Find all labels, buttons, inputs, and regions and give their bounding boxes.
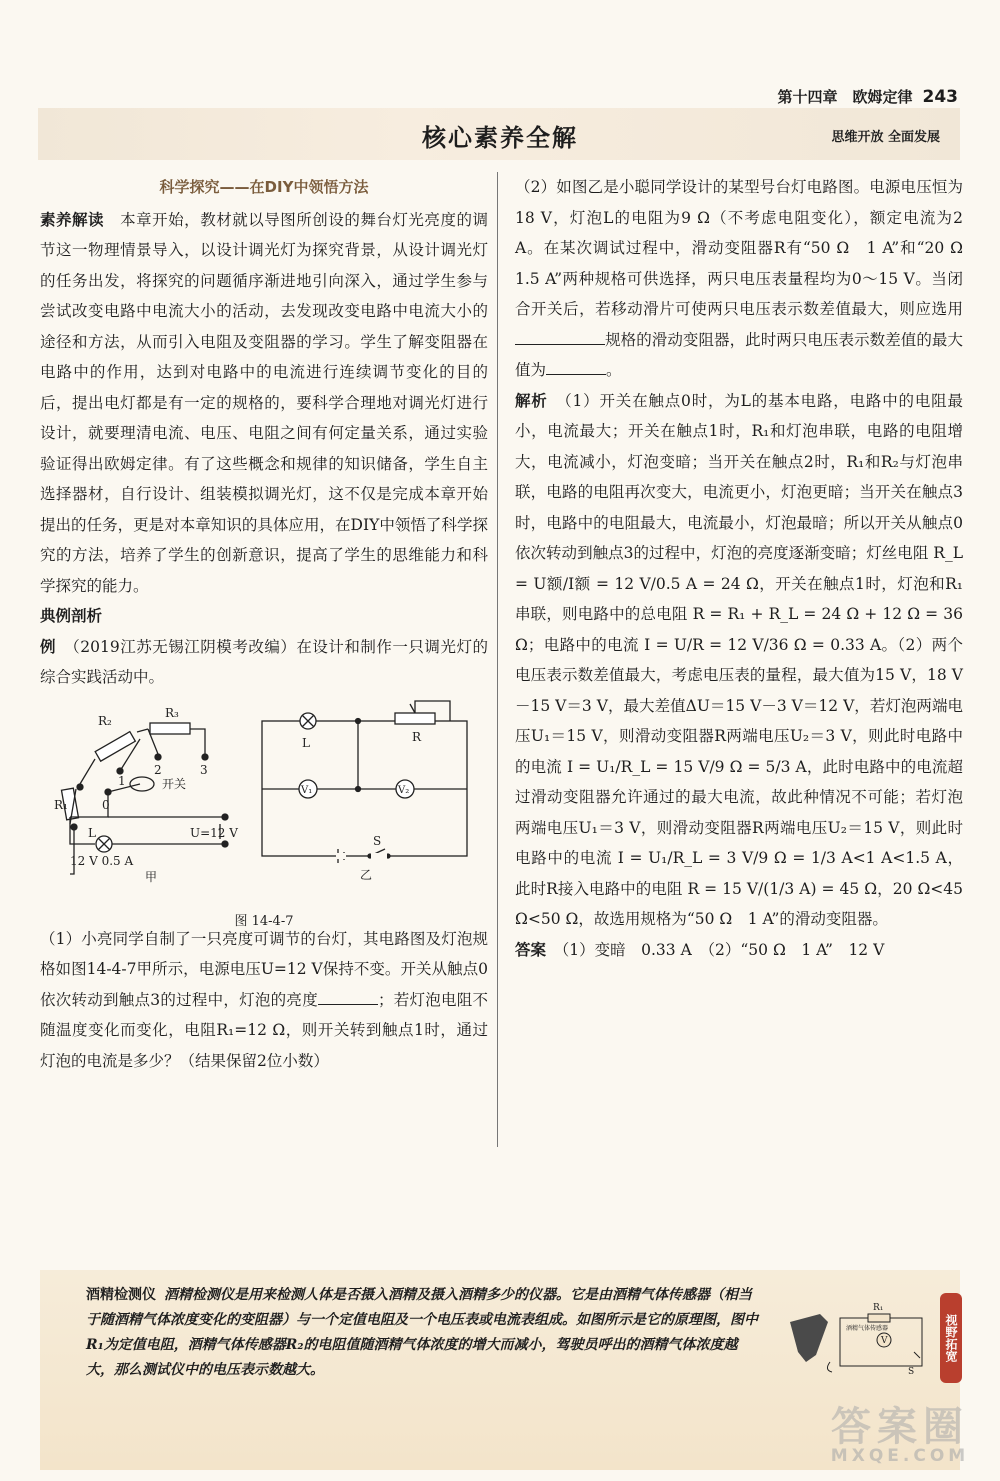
example-text: 在设计和制作一只调光灯的综合实践活动中。 xyxy=(40,637,488,686)
circuit-jia-diagram xyxy=(40,699,488,904)
label-p3: 3 xyxy=(200,762,208,777)
label-lamp: L xyxy=(88,825,96,840)
side-tab-badge: 视野拓宽 xyxy=(940,1293,962,1383)
analysis-part-1: （1）开关在触点0时，为L的基本电路，电路中的电阻最小，电流最大；开关在触点1时，R₁和灯泡串联，电路的电阻增大，电流减小，灯泡变暗；当开关在触点2时，R₁和R₂与灯泡串联，电路的电阻再次变大，电流更小，灯泡更暗；当开关在触点3时，电路中的电阻最大，电流最小，灯泡最暗；所以开关从触点0依次转动到触点3的过程中，灯泡的亮度逐渐变暗；灯丝电阻 R_L = U额/I额 = 12 V/0.5 A = 24 Ω，开关在触点1时，灯泡和R₁串联，则电路中的总电阻 R = R₁ + R_L = 24 Ω + 12 Ω = 36 Ω；电路中的电流 I = U/R = 12 V/36 Ω = 0.33 A。 xyxy=(515,391,963,654)
example-intro xyxy=(40,632,488,693)
question-2-part-c: 。 xyxy=(606,361,622,379)
label-p1: 1 xyxy=(118,773,126,788)
watermark-sub: MXQE.COM xyxy=(830,1446,970,1466)
example-source: （2019江苏无锡江阴模考改编） xyxy=(72,637,297,656)
intro-label: 素养解读 xyxy=(40,210,105,229)
r3-resistor xyxy=(150,723,190,734)
answer-blank-2[interactable] xyxy=(515,328,605,345)
page-number: 243 xyxy=(922,87,958,107)
label-l2: L xyxy=(302,735,310,750)
label-voltage: U=12 V xyxy=(190,825,238,840)
extension-label: 酒精检测仪 xyxy=(86,1287,156,1303)
extension-body: 酒精检测仪是用来检测人体是否摄入酒精及摄入酒精多少的仪器。它是由酒精气体传感器（相当于随酒精气体浓度变化的变阻器）与一个定值电阻及一个电压表或电流表组成。如图所示是它的原理图，图中R₁为定值电阻，酒精气体传感器R₂的电阻值随酒精气体浓度的增大而减小，驾驶员呼出的酒精气体浓度越大，那么测试仪中的电压表示数越大。 xyxy=(86,1287,758,1378)
breathalyzer-diagram xyxy=(780,1300,930,1380)
watermark-main: 答案圈 xyxy=(831,1404,969,1450)
question-2 xyxy=(515,172,979,386)
footer-label-s: S xyxy=(908,1367,915,1377)
label-switch: 开关 xyxy=(162,776,187,791)
figure-caption: 图 14-4-7 xyxy=(234,913,294,929)
answer-blank-3[interactable] xyxy=(546,358,606,375)
circuit-figure xyxy=(40,699,488,929)
label-r2: R₂ xyxy=(98,713,112,728)
answer-blank-1[interactable] xyxy=(318,988,378,1005)
rheostat-r xyxy=(395,713,435,724)
label-yi: 乙 xyxy=(360,867,373,882)
question-1-part-b: ；若灯泡电阻不随温度变化而变化，电阻R₁=12 Ω，则开关转到触点1时，通过灯泡的电流是多少？（结果保留2位小数） xyxy=(40,990,488,1070)
banner-title: 核心素养全解 xyxy=(422,124,578,152)
label-r3: R₃ xyxy=(165,705,179,720)
right-column xyxy=(515,172,979,965)
chapter-title: 第十四章 欧姆定律 xyxy=(777,88,913,106)
intro-paragraph xyxy=(40,205,488,602)
answer-text: （1）变暗 0.33 A （2）“50 Ω 1 A” 12 V xyxy=(561,940,885,959)
footer-label-sensor: 酒精气体传感器 xyxy=(846,1325,889,1332)
analysis-label: 解析 xyxy=(515,391,548,410)
label-r1: R₁ xyxy=(54,797,68,812)
question-2-part-b: 规格的滑动变阻器，此时两只电压表示数差值的最大值为 xyxy=(515,330,963,379)
footer-label-v: V xyxy=(881,1336,888,1346)
banner-slogan: 思维开放 全面发展 xyxy=(831,130,940,145)
watermark-logo xyxy=(805,1395,995,1475)
left-column xyxy=(40,172,488,1076)
question-1 xyxy=(40,924,488,1077)
label-p0: 0 xyxy=(102,797,110,812)
label-s: S xyxy=(373,833,382,848)
intro-text: 本章开始，教材就以导图所创设的舞台灯光亮度的调节这一物理情景导入，以设计调光灯为探究背景，从设计调光灯的任务出发，将探究的问题循序渐进地引向深入，通过学生参与尝试改变电路中电流大小的活动，去发现改变电路中电流大小的途径和方法，从而引入电阻及变阻器的学习。学生了解变阻器在电路中的作用，达到对电路中的电流进行连续调节变化的目的后，提出电灯都是有一定的规格的，要科学合理地对调光灯进行设计，就要理清电流、电压、电阻之间有何定量关系，通过实验验证得出欧姆定律。有了这些概念和规律的知识储备，学生自主选择器材，自行设计、组装模拟调光灯，这不仅是完成本章开始提出的任务，更是对本章知识的具体应用，在DIY中领悟了科学探究的方法，培养了学生的创新意识，提高了学生的思维能力和科学探究的能力。 xyxy=(40,210,488,595)
answer-label: 答案 xyxy=(515,940,547,959)
footer-label-r1: R₁ xyxy=(873,1303,884,1313)
label-r: R xyxy=(412,729,422,744)
label-v1: V₁ xyxy=(301,784,313,796)
label-p2: 2 xyxy=(154,762,162,777)
column-divider xyxy=(497,172,498,1147)
page-header xyxy=(777,86,958,107)
label-v2: V₂ xyxy=(398,784,410,796)
question-1-part-a: （1）小亮同学自制了一只亮度可调节的台灯，其电路图及灯泡规格如图14-4-7甲所示，电源电压U=12 V保持不变。开关从触点0依次转动到触点3的过程中，灯泡的亮度 xyxy=(40,929,488,1009)
analysis-paragraph xyxy=(515,386,963,935)
breathalyzer-device-icon xyxy=(790,1314,828,1362)
section-subtitle: 科学探究——在DIY中领悟方法 xyxy=(159,178,369,196)
example-heading: 典例剖析 xyxy=(40,607,103,625)
example-label: 例 xyxy=(40,637,57,656)
label-jia: 甲 xyxy=(145,869,158,884)
extension-text xyxy=(86,1283,758,1383)
question-2-part-a: （2）如图乙是小聪同学设计的某型号台灯电路图。电源电压恒为18 V，灯泡L的电阻为9 Ω（不考虑电阻变化），额定电流为2 A。在某次调试过程中，滑动变阻器R有“50 Ω 1 A”和“20 Ω 1.5 A”两种规格可供选择，两只电压表量程均为0～15 V。当闭合开关后，若移动滑片可使两只电压表示数差值最大，则应选用 xyxy=(515,178,979,318)
answer-paragraph xyxy=(515,935,963,966)
analysis-part-2: （2）两个电压表示数差值最大，考虑电压表的量程，最大值为15 V，18 V－15 V＝3 V，最大差值ΔU＝15 V－3 V＝12 V，若灯泡两端电压U₁＝15 V，则滑动变阻器R两端电压U₂＝3 V，则此时电路中的电流 I = U₁/R_L = 15 V/9 Ω = 5/3 A，此时电路中的电流超过滑动变阻器允许通过的最大电流，故此种情况不可能；若灯泡两端电压U₁＝3 V，则滑动变阻器R两端电压U₂＝15 V，则此时电路中的电流 I = U₁/R_L = 3 V/9 Ω = 1/3 A<1 A<1.5 A，此时R接入电路中的电阻 R = 15 V/(1/3 A) = 45 Ω，20 Ω<45 Ω<50 Ω，故选用规格为“50 Ω 1 A”的滑动变阻器。 xyxy=(515,635,963,928)
label-lamp-spec: 12 V 0.5 A xyxy=(70,853,134,868)
